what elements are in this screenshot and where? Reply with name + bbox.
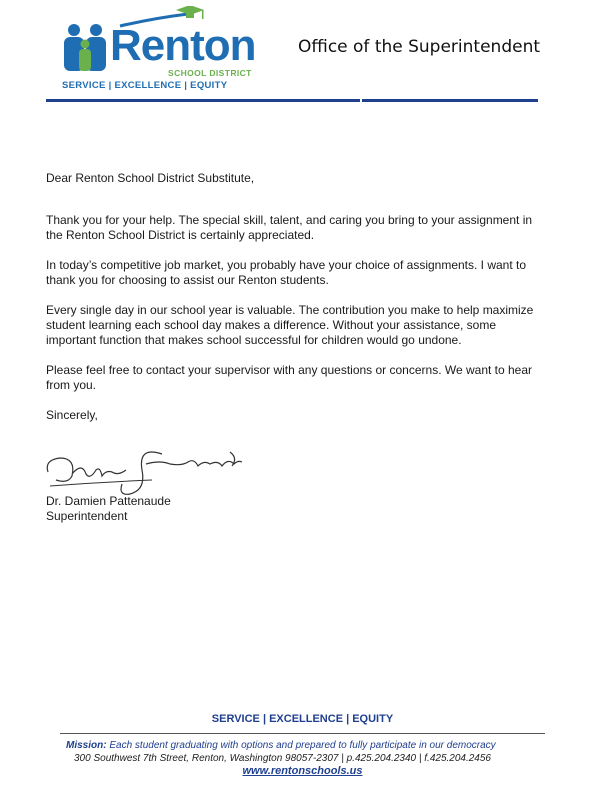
closing: Sincerely,: [46, 408, 98, 422]
signer-block: [46, 494, 171, 524]
paragraph-2: In today’s competitive job market, you probably have your choice of assignments. I want to thank you for choosing to assist our Renton students.: [46, 258, 527, 287]
letter-body: [46, 171, 546, 423]
logo-wordmark: Renton: [110, 21, 256, 70]
paragraph-4: Please feel free to contact your supervisor with any questions or concerns. We want to hear from you.: [46, 363, 533, 392]
mission-label: Mission:: [66, 740, 107, 751]
paragraph-1: Thank you for your help. The special skill, talent, and caring you bring to your assignment in the Renton School District is certainly appreciated.: [46, 213, 533, 242]
office-title: Office of the Superintendent: [298, 37, 541, 57]
footer-divider: [60, 733, 545, 734]
salutation: Dear Renton School District Substitute,: [46, 171, 255, 185]
mission-text: Each student graduating with options and prepared to fully participate in our democracy: [109, 740, 496, 751]
signer-title: Superintendent: [46, 509, 128, 523]
district-logo: [60, 6, 256, 91]
logo-tagline: SERVICE | EXCELLENCE | EQUITY: [62, 80, 228, 91]
logo-subtitle: SCHOOL DISTRICT: [168, 68, 252, 78]
signer-name: Dr. Damien Pattenaude: [46, 494, 171, 508]
address-line: 300 Southwest 7th Street, Renton, Washington 98057-2307 | p.425.204.2340 | f.425.204.2456: [74, 753, 491, 764]
paragraph-3: Every single day in our school year is valuable. The contribution you make to help maximize student learning each school day makes a difference. Without your assistance, some important function that makes school successful for children would go undone.: [46, 303, 534, 347]
handwritten-signature: [42, 440, 252, 500]
mission-statement: [66, 739, 496, 752]
website-link[interactable]: www.rentonschools.us: [242, 765, 363, 777]
footer-tagline: SERVICE | EXCELLENCE | EQUITY: [211, 713, 394, 725]
header-divider: [46, 99, 538, 103]
